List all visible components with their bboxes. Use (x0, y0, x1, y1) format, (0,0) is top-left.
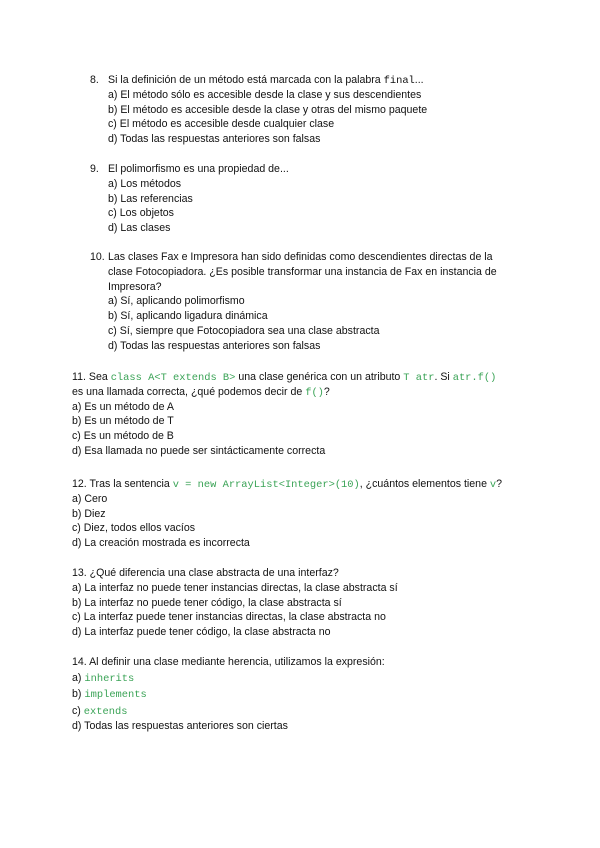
option-a: a) Sí, aplicando polimorfismo (108, 295, 245, 308)
option-c: c) Es un método de B (72, 430, 174, 443)
option-c: c) Diez, todos ellos vacíos (72, 522, 196, 535)
option-b: b) El método es accesible desde la clase y otras del mismo paquete (108, 103, 428, 116)
question-10-stem-line-2: clase Fotocopiadora. ¿Es posible transformar una instancia de Fax en instancia de (108, 265, 497, 278)
option-d: d) Todas las respuestas anteriores son falsas (108, 133, 321, 146)
inline-code: v (489, 479, 497, 491)
question-9 (90, 162, 570, 236)
option-b: b) Es un método de T (72, 415, 174, 428)
question-10-stem-line-3: Impresora? (108, 280, 162, 293)
option-a: a) Es un método de A (72, 400, 174, 413)
option-c: c) Sí, siempre que Fotocopiadora sea una clase abstracta (108, 324, 380, 337)
inline-code: implements (84, 689, 147, 702)
inline-code: final (383, 75, 415, 87)
question-11-stem-line-1: 11. Sea class A<T extends B> una clase genérica con un atributo T atr. Si atr.f() (72, 371, 497, 384)
option-a: a) Los métodos (108, 177, 182, 190)
option-a: a) La interfaz no puede tener instancias directas, la clase abstracta sí (72, 581, 398, 594)
question-12-stem: 12. Tras la sentencia v = new ArrayList<Integer>(10), ¿cuántos elementos tiene v? (72, 478, 503, 491)
question-11-stem-line-2: es una llamada correcta, ¿qué podemos decir de f()? (72, 385, 330, 399)
option-c: c) La interfaz puede tener instancias directas, la clase abstracta no (72, 611, 386, 624)
option-d: d) Las clases (108, 222, 171, 235)
question-10 (90, 250, 570, 354)
option-d: d) Esa llamada no puede ser sintácticamente correcta (72, 444, 326, 457)
inline-code: atr.f() (452, 372, 497, 384)
question-number: 8. (90, 74, 99, 86)
question-8 (90, 73, 570, 147)
option-a: a) El método sólo es accesible desde la clase y sus descendientes (108, 88, 422, 101)
question-number: 10. (90, 251, 105, 263)
question-10-stem-line-1: 10. Las clases Fax e Impresora han sido definidas como descendientes directas de la (90, 251, 493, 263)
option-c: c) Los objetos (108, 207, 174, 220)
option-d: d) Todas las respuestas anteriores son ciertas (72, 720, 288, 733)
option-d: d) La interfaz puede tener código, la clase abstracta no (72, 626, 331, 639)
option-b: b) implements (72, 688, 147, 702)
question-14-stem: 14. Al definir una clase mediante herencia, utilizamos la expresión: (72, 656, 385, 668)
inline-code: class A<T extends B> (110, 372, 236, 384)
question-12 (72, 477, 572, 551)
question-number: 9. (90, 163, 99, 175)
inline-code: f() (305, 386, 324, 399)
option-b: b) Las referencias (108, 192, 193, 205)
option-b: b) Sí, aplicando ligadura dinámica (108, 310, 268, 323)
option-d: d) Todas las respuestas anteriores son falsas (108, 339, 321, 352)
inline-code: v = new ArrayList<Integer>(10) (172, 479, 360, 491)
question-8-stem: 8. Si la definición de un método está marcada con la palabra final... (90, 74, 424, 87)
option-c: c) El método es accesible desde cualquier clase (108, 118, 335, 131)
option-c: c) extends (72, 704, 128, 718)
question-9-stem: 9. El polimorfismo es una propiedad de... (90, 163, 289, 175)
inline-code: T atr (403, 372, 435, 384)
inline-code: extends (83, 705, 128, 718)
inline-code: inherits (84, 672, 135, 685)
option-b: b) Diez (72, 507, 106, 520)
option-b: b) La interfaz no puede tener código, la clase abstracta sí (72, 596, 342, 609)
option-d: d) La creación mostrada es incorrecta (72, 537, 250, 550)
question-11 (72, 370, 572, 459)
question-14 (72, 655, 572, 734)
question-13 (72, 566, 572, 640)
option-a: a) inherits (72, 671, 135, 685)
question-13-stem: 13. ¿Qué diferencia una clase abstracta de una interfaz? (72, 567, 339, 579)
option-a: a) Cero (72, 492, 108, 505)
